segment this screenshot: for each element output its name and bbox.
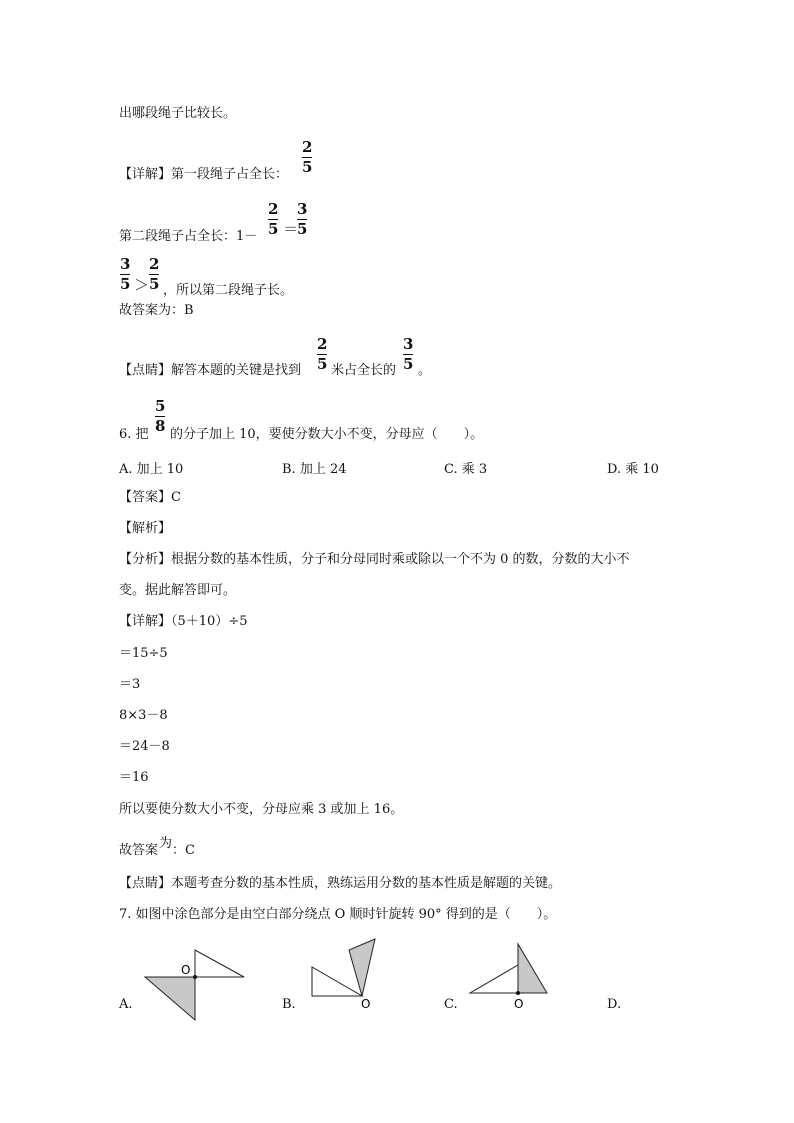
detail-line-1: 【详解】第一段绳子占全长： xyxy=(119,167,289,182)
fraction-2-5: 2 5 xyxy=(302,138,313,176)
figure-option-d: D. xyxy=(607,997,622,1012)
white-triangle xyxy=(195,950,244,977)
comparison-text: ，所以第二段绳子长。 xyxy=(163,283,294,298)
option-d: D. 乘 10 xyxy=(607,462,659,477)
calc-line: ＝15÷5 xyxy=(119,646,168,661)
figure-option-c: C. xyxy=(444,997,458,1012)
answer-line-a: 故答案 xyxy=(119,843,159,858)
option-c: C. 乘 3 xyxy=(444,462,488,477)
detail-calc: 【详解】（5＋10）÷5 xyxy=(119,614,248,629)
tip-summary: 【点睛】本题考查分数的基本性质，熟练运用分数的基本性质是解题的关键。 xyxy=(119,876,562,891)
center-point xyxy=(193,975,197,979)
figure-option-b: B. xyxy=(282,997,296,1012)
point-label: O xyxy=(514,997,524,1011)
analysis-line-1: 【分析】根据分数的基本性质，分子和分母同时乘或除以一个不为 0 的数，分数的大小不 xyxy=(119,552,630,567)
question-6-start: 6. 把 xyxy=(119,427,149,442)
fraction-2-5: 2 5 xyxy=(149,255,160,293)
calc-line: ＝3 xyxy=(119,677,141,692)
option-b: B. 加上 24 xyxy=(282,462,347,477)
detail-line-2: 第二段绳子占全长：1－ xyxy=(119,229,258,244)
white-triangle xyxy=(470,965,518,993)
fraction-2-5: 2 5 xyxy=(317,335,328,373)
greater-than-sign: ＞ xyxy=(134,276,150,294)
calc-line: ＝16 xyxy=(119,770,149,785)
tip-line-a: 【点睛】解答本题的关键是找到 xyxy=(119,363,302,378)
question-6-text: 的分子加上 10，要使分数大小不变，分母应（ ）。 xyxy=(170,427,484,442)
figure-a xyxy=(140,950,250,1025)
white-triangle xyxy=(312,967,362,996)
fraction-3-5: 3 5 xyxy=(403,335,414,373)
tip-line-b: 米占全长的 xyxy=(331,363,397,378)
fraction-3-5: 3 5 xyxy=(297,200,308,238)
answer-label: 【答案】C xyxy=(119,490,181,505)
answer-line-c: ：C xyxy=(172,843,195,858)
point-label: O xyxy=(181,963,191,977)
tip-line-c: 。 xyxy=(418,363,432,378)
shaded-triangle xyxy=(349,939,375,996)
center-point xyxy=(516,991,520,995)
figure-option-a: A. xyxy=(119,997,133,1012)
shaded-triangle xyxy=(145,977,195,1020)
option-a: A. 加上 10 xyxy=(119,462,184,477)
equals-sign: ＝ xyxy=(283,220,299,238)
calc-line: ＝24－8 xyxy=(119,739,170,754)
analysis-label: 【解析】 xyxy=(119,521,172,536)
conclusion-line: 所以要使分数大小不变，分母应乘 3 或加上 16。 xyxy=(119,802,404,817)
fraction-3-5: 3 5 xyxy=(120,255,131,293)
text-line: 出哪段绳子比较长。 xyxy=(119,106,237,121)
fraction-5-8: 5 8 xyxy=(155,397,166,435)
question-7-text: 7. 如图中涂色部分是由空白部分绕点 O 顺时针旋转 90° 得到的是（ ）。 xyxy=(119,907,557,922)
figure-b xyxy=(305,935,385,1015)
fraction-2-5: 2 5 xyxy=(268,200,279,238)
answer-line: 故答案为：B xyxy=(119,303,194,318)
calc-line: 8×3－8 xyxy=(119,708,168,723)
shaded-triangle xyxy=(518,944,547,993)
analysis-line-2: 变。据此解答即可。 xyxy=(119,583,237,598)
figure-c xyxy=(465,940,555,1015)
answer-line-b: 为 xyxy=(159,836,173,851)
point-label: O xyxy=(361,997,371,1011)
